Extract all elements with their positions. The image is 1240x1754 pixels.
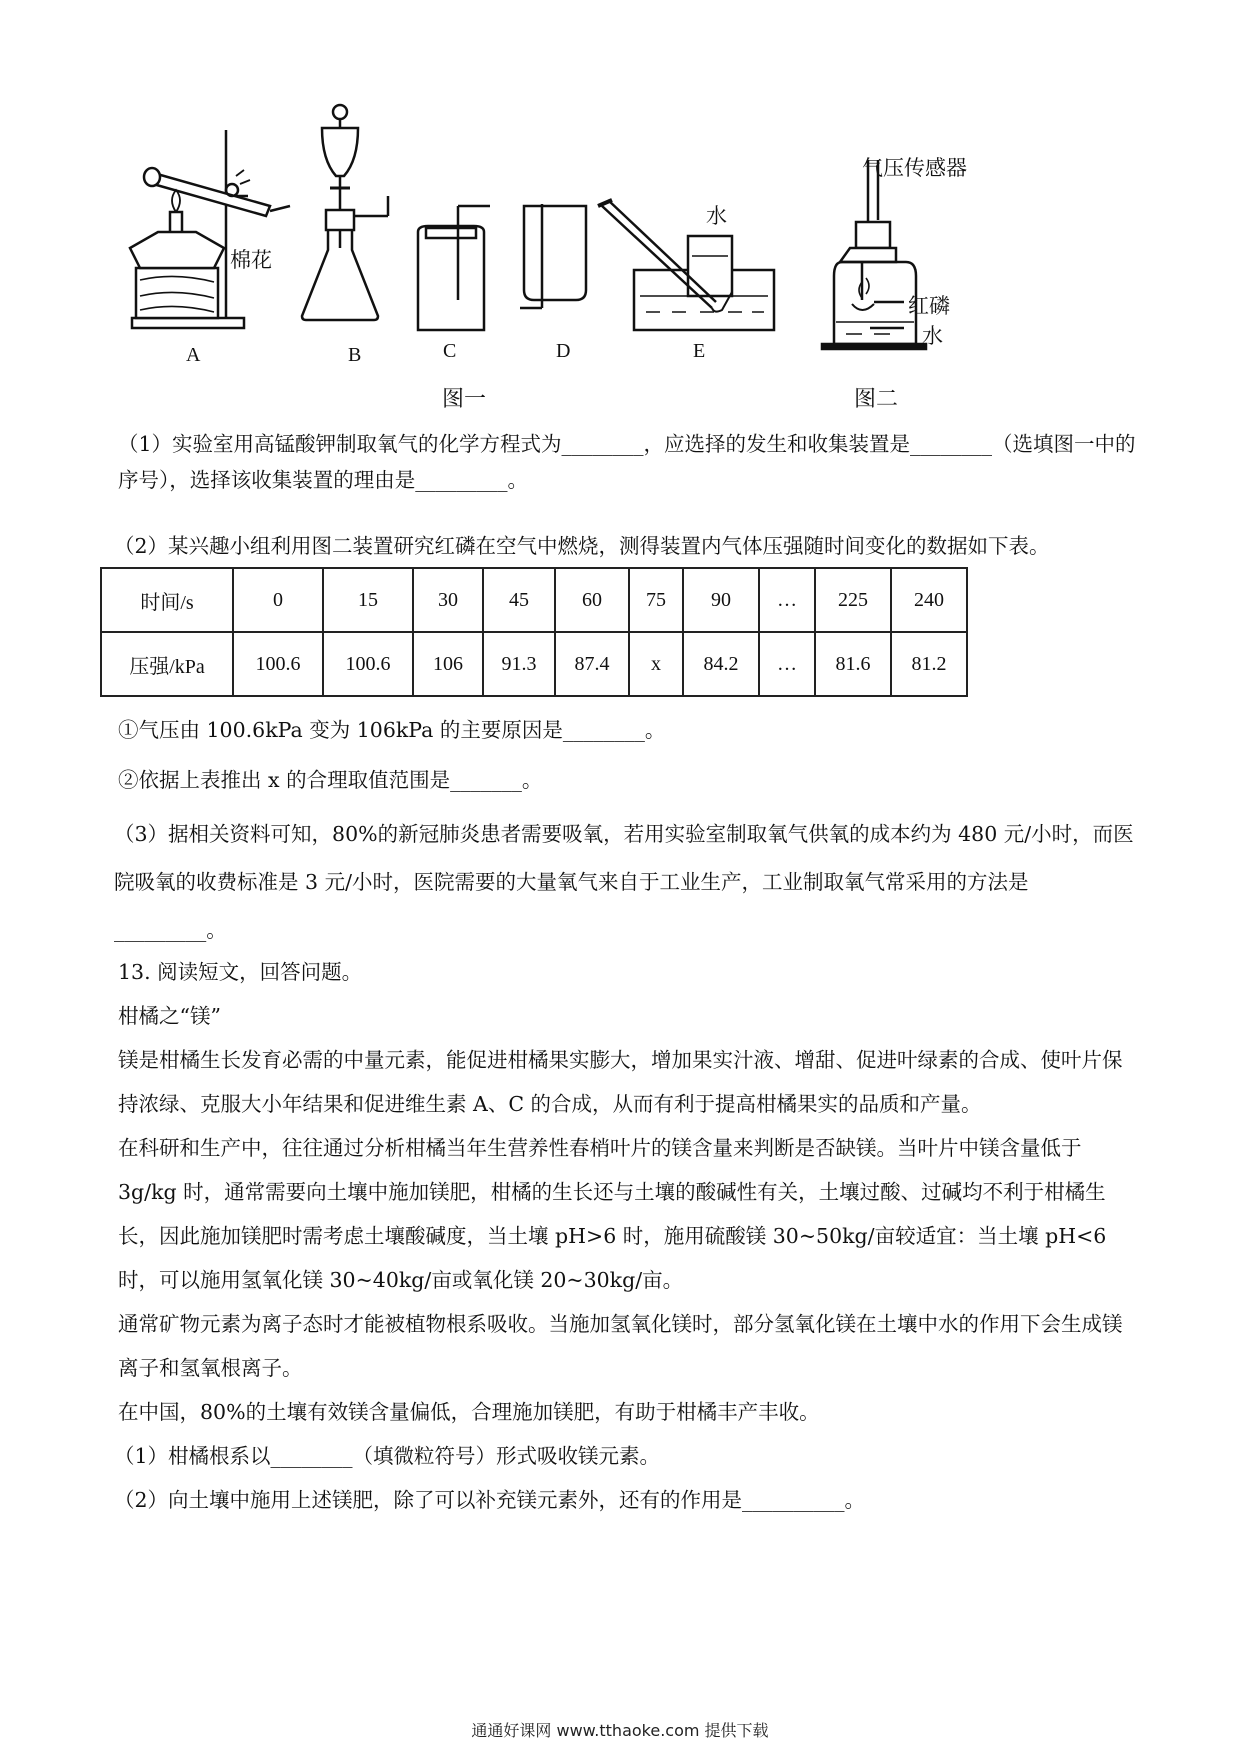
- q12-sub2: ②依据上表推出 x 的合理取值范围是_______。: [118, 768, 543, 792]
- table-cell: 81.2: [891, 632, 967, 696]
- label-red-phosphorus: 红磷: [908, 294, 950, 318]
- table-cell: 30: [413, 568, 483, 632]
- label-water-e: 水: [706, 204, 727, 228]
- table-cell: 84.2: [683, 632, 759, 696]
- table-cell: 87.4: [555, 632, 629, 696]
- q12-part3: （3）据相关资料可知，80%的新冠肺炎患者需要吸氧，若用实验室制取氧气供氧的成本约为 480 元/小时，而医院吸氧的收费标准是 3 元/小时，医院需要的大量氧气来自于工业生产，工业制取氧气常采用的方法是_________。: [114, 822, 1134, 942]
- label-c: C: [443, 340, 457, 362]
- table-cell: 225: [815, 568, 891, 632]
- page-footer: 通通好课网 www.tthaoke.com 提供下载: [471, 1721, 769, 1740]
- label-cotton: 棉花: [230, 248, 272, 272]
- label-a: A: [186, 344, 201, 366]
- table-cell: 压强/kPa: [101, 632, 233, 696]
- label-water-fig2: 水: [922, 324, 943, 348]
- table-cell: 45: [483, 568, 555, 632]
- table-cell: 15: [323, 568, 413, 632]
- table-cell: 90: [683, 568, 759, 632]
- table-cell: 240: [891, 568, 967, 632]
- table-row-pressure: [101, 632, 967, 696]
- table-cell: 75: [629, 568, 683, 632]
- q13-para2: 在科研和生产中，往往通过分析柑橘当年生营养性春梢叶片的镁含量来判断是否缺镁。当叶片中镁含量低于 3g/kg 时，通常需要向土壤中施加镁肥，柑橘的生长还与土壤的酸碱性有关，土壤过酸、过碱均不利于柑橘生长，因此施加镁肥时需考虑土壤酸碱度，当土壤 pH>6 时，施用硫酸镁 30~50kg/亩较适宜：当土壤 pH<6 时，可以施用氢氧化镁 30~40kg/亩或氧化镁 20~30kg/亩。: [118, 1136, 1107, 1292]
- label-e: E: [693, 340, 706, 362]
- q12-part1-block: [118, 426, 1138, 498]
- apparatus-d: [520, 204, 586, 308]
- q12-sub1: ①气压由 100.6kPa 变为 106kPa 的主要原因是________。: [118, 718, 666, 742]
- q12-part2-block: [114, 528, 1134, 564]
- table-row-time: [101, 568, 967, 632]
- q13-q2: （2）向土壤中施用上述镁肥，除了可以补充镁元素外，还有的作用是__________。: [114, 1488, 866, 1512]
- table-cell: 时间/s: [101, 568, 233, 632]
- label-b: B: [348, 344, 362, 366]
- q13-q1: （1）柑橘根系以________（填微粒符号）形式吸收镁元素。: [114, 1444, 661, 1468]
- table-cell: …: [759, 568, 815, 632]
- q12-subquestions: [118, 712, 1138, 798]
- table-cell: 100.6: [233, 632, 323, 696]
- label-pressure-sensor: 气压传感器: [862, 156, 967, 180]
- table-cell: 81.6: [815, 632, 891, 696]
- table-cell: 91.3: [483, 632, 555, 696]
- table-cell: 106: [413, 632, 483, 696]
- q13-para3: 通常矿物元素为离子态时才能被植物根系吸收。当施加氢氧化镁时，部分氢氧化镁在土壤中水的作用下会生成镁离子和氢氧根离子。: [118, 1312, 1123, 1380]
- q12-part1: （1）实验室用高锰酸钾制取氧气的化学方程式为________，应选择的发生和收集装置是________（选填图一中的序号），选择该收集装置的理由是_________。: [118, 432, 1136, 492]
- apparatus-fig2: [822, 160, 926, 349]
- apparatus-b: [302, 105, 388, 320]
- table-cell: 0: [233, 568, 323, 632]
- q13-heading: 13. 阅读短文，回答问题。: [118, 960, 363, 984]
- apparatus-e: [598, 200, 774, 330]
- pressure-table: [100, 567, 968, 697]
- q12-part3-block: [114, 810, 1134, 954]
- figure-2-title: 图二: [854, 387, 899, 412]
- table-cell: …: [759, 632, 815, 696]
- q12-part2: （2）某兴趣小组利用图二装置研究红磷在空气中燃烧，测得装置内气体压强随时间变化的数据如下表。: [114, 534, 1050, 558]
- table-cell: x: [629, 632, 683, 696]
- q13-title: 柑橘之“镁”: [118, 1004, 221, 1028]
- table-cell: 60: [555, 568, 629, 632]
- q13-para4: 在中国，80%的土壤有效镁含量偏低，合理施加镁肥，有助于柑橘丰产丰收。: [118, 1400, 820, 1424]
- apparatus-c: [418, 206, 490, 330]
- apparatus-a: [130, 130, 290, 328]
- label-d: D: [556, 340, 571, 362]
- q13-para1: 镁是柑橘生长发育必需的中量元素，能促进柑橘果实膨大，增加果实汁液、增甜、促进叶绿素的合成、使叶片保持浓绿、克服大小年结果和促进维生素 A、C 的合成，从而有利于提高柑橘果实的品质和产量。: [118, 1048, 1123, 1116]
- figure-1-title: 图一: [442, 387, 487, 412]
- figures-area: [0, 0, 1240, 420]
- table-cell: 100.6: [323, 632, 413, 696]
- q13-block: [114, 950, 1138, 1522]
